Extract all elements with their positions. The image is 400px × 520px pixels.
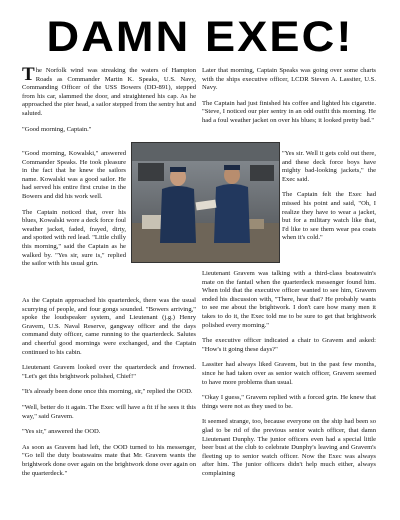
paragraph: "Yes sir," answered the OOD. — [22, 428, 101, 436]
paragraph — [22, 64, 196, 119]
paragraph: The Captain had just finished his coffee and lighted his cigarette. "Steve, I noticed our pier sentry in an odd outfit this morning. He had a foul weather jacket on over his blues; it looked pretty bad." — [202, 99, 376, 124]
drop-cap: T — [22, 64, 35, 85]
paragraph-text: he Norfolk wind was streaking the waters of Hampton Roads as Commander Martin K. Speaks, U.S. Navy, Commanding Officer of the USS Bowers (DD-891), stepped from his car, slammed the door, and straightened his cap. As he approached the pier head, a sailor stepped from the sentry hut and saluted. — [22, 67, 196, 117]
left-column-top — [22, 64, 196, 141]
right-column-top — [202, 67, 376, 133]
paragraph: Lassiter had always liked Gravem, but in the past few months, since he had taken over as senior watch officer, Gravem seemed to have more problems than usual. — [202, 361, 376, 386]
right-column-wrap — [282, 150, 376, 250]
paragraph: "Good morning, Captain." — [22, 125, 92, 133]
paragraph: The Captain felt the Exec had missed his point and said, "Oh, I realize they have to wear a jacket, but for a military watch like that, I'd like to see them wear pea coats when it's cold." — [282, 191, 376, 242]
paragraph: The Captain noticed that, over his blues, Kowalski wore a deck force foul weather jacket, faded, frayed, dirty, and spotted with red lead. "Little chilly this morning," said the Captain as he walked by. "Yes sir, sure is," replied the sailor with his usual grin. — [22, 208, 126, 268]
paragraph: "Good morning, Kowalski," answered Commander Speaks. He took pleasure in the fact that he knew the sailors name. Kowalski was a good sailor. He had served his entire first cruise in the Bowers and did his work well. — [22, 150, 126, 200]
left-column-bottom — [22, 297, 196, 485]
sailors-on-bridge-image — [132, 143, 279, 262]
paragraph: Later that morning, Captain Speaks was going over some charts with the ships executive officer, LCDR Steven A. Lassiter, U.S. Navy. — [202, 67, 376, 92]
article-photo — [131, 142, 280, 263]
left-column-wrap — [22, 150, 126, 276]
paragraph: It seemed strange, too, because everyone on the ship had been so glad to be rid of the previous senior watch officer, that damn Lieutenant Dunphy. The junior officers even had a special little beer bust at the club to celebrate Dunphy's leaving and Gravem's fleeting up to senior watch officer. Now the Exec was always after him. The junior officers didn't help much either, always complaining — [202, 418, 376, 477]
paragraph: "Okay I guess," Gravem replied with a forced grin. He knew that things were not as they used to be. — [202, 394, 376, 410]
paragraph: "Yes sir. Well it gets cold out there, and these deck force boys have mighty bad-looking jackets," the Exec said. — [282, 150, 376, 183]
paragraph: As the Captain approached his quarterdeck, there was the usual scurrying of people, and four gongs sounded. "Bowers arriving," spoke the loudspeaker system, and Lieutenant (j.g.) Henry Gravem, U.S. Naval Reserve, gangway officer and the days command duty officer, came running to the quarterdeck. Salutes and cheerful good mornings were exchanged, and the Captain continued to his cabin. — [22, 297, 196, 356]
headline: DAMN EXEC! — [46, 13, 354, 61]
paragraph: As soon as Gravem had left, the OOD turned to his messenger, "Go tell the duty boatswains mate that Mr. Gravem wants the brightwork done over again on the brightwork done over again on the quarterdeck." — [22, 443, 196, 477]
paragraph: "It's already been done once this morning, sir," replied the OOD. — [22, 388, 193, 396]
paragraph: "Well, better do it again. The Exec will have a fit if he sees it this way," said Gravem. — [22, 403, 196, 420]
paragraph: Lieutenant Gravem was talking with a third-class boatswain's mate on the fantail when the quarterdeck messenger found him. When told that the executive officer wanted to see him, Gravem ended his discussion with, "There, hear that? He probably wants to see me about the brightwork. I don't care how many men it takes to do it, the Exec told me to be sure to get that brightwork polished every morning." — [202, 270, 376, 329]
paragraph: Lieutenant Gravem looked over the quarterdeck and frowned. "Let's get this brightwork polished, Chief!" — [22, 364, 196, 380]
paragraph: The executive officer indicated a chair to Gravem and asked: "How's it going these days?" — [202, 337, 376, 353]
right-column-bottom — [202, 270, 376, 485]
